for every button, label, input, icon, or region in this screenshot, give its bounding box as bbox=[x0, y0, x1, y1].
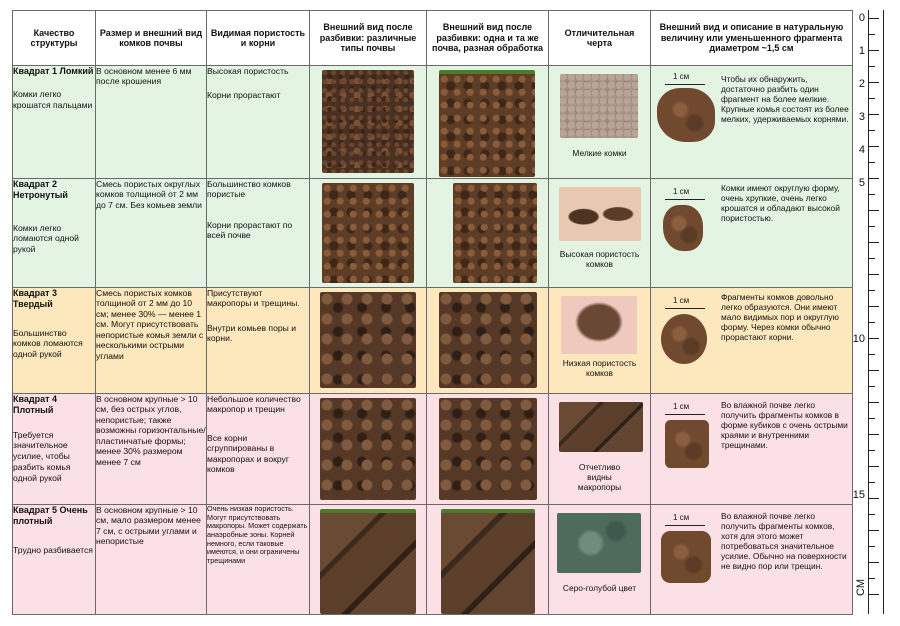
ruler-tick bbox=[869, 578, 875, 579]
ruler-label: 2 bbox=[858, 78, 865, 90]
quality-title: Квадрат 4 Плотный bbox=[13, 394, 58, 415]
ruler-tick bbox=[869, 66, 875, 67]
roots-text: Корни прорастают по всей почве bbox=[207, 219, 293, 241]
ruler-tick bbox=[869, 146, 879, 147]
porosity-text: Небольшое количество макропор и трещин bbox=[207, 394, 301, 415]
porosity-text: Большинство комков пористые bbox=[207, 179, 291, 200]
quality-title: Квадрат 5 Очень плотный bbox=[13, 505, 88, 526]
photo-soil-types-cell bbox=[310, 394, 427, 505]
feature-caption: Отчетливо видны макропоры bbox=[577, 462, 622, 493]
table-row bbox=[13, 394, 853, 505]
header-after-break-treatment: Внешний вид после разбивки: одна и та же почва, разная обработка bbox=[427, 11, 549, 66]
ruler-tick bbox=[869, 514, 875, 515]
ruler-tick bbox=[869, 546, 875, 547]
appearance-cell bbox=[651, 288, 853, 394]
ruler-tick bbox=[869, 130, 875, 131]
ruler-tick bbox=[869, 594, 879, 595]
size-cell: Смесь пористых округлых комков толщиной от 2 мм до 7 см. Без комьев земли bbox=[96, 179, 207, 288]
ruler-tick bbox=[869, 114, 879, 115]
photo-treatment-cell bbox=[427, 394, 549, 505]
scale-label: 1 см bbox=[673, 402, 690, 411]
ruler-tick bbox=[869, 370, 879, 371]
ruler-tick bbox=[869, 18, 879, 19]
soil-photo bbox=[439, 292, 537, 388]
clod-photo bbox=[663, 205, 703, 251]
ruler-tick bbox=[869, 418, 875, 419]
quality-description: Требуется значительное усилие, чтобы разбить комья одной рукой bbox=[13, 429, 71, 483]
ruler-label: 1 bbox=[858, 45, 865, 57]
porosity-cell bbox=[207, 394, 310, 505]
clod-photo bbox=[665, 420, 709, 468]
soil-structure-table bbox=[12, 10, 853, 615]
photo-treatment-cell bbox=[427, 505, 549, 615]
quality-cell bbox=[13, 505, 96, 615]
quality-description: Комки легко ломаются одной рукой bbox=[13, 222, 79, 255]
porosity-cell bbox=[207, 505, 310, 615]
ruler-label: 4 bbox=[858, 144, 865, 156]
soil-photo bbox=[320, 509, 416, 614]
feature-caption: Высокая пористость комков bbox=[559, 249, 640, 270]
soil-photo bbox=[322, 183, 414, 283]
quality-description: Трудно разбивается bbox=[13, 544, 93, 555]
porosity-cell bbox=[207, 66, 310, 179]
photo-treatment-cell bbox=[427, 179, 549, 288]
feature-caption: Мелкие комки bbox=[572, 148, 627, 158]
porosity-text: Присутствуют макропоры и трещины. bbox=[207, 288, 300, 309]
feature-cell bbox=[549, 179, 651, 288]
feature-cell bbox=[549, 288, 651, 394]
scale-label: 1 см bbox=[673, 296, 690, 305]
ruler-tick bbox=[869, 242, 879, 243]
appearance-text: Комки имеют округлую форму, очень хрупкие, очень легко крошатся и обладают высокой пористостью. bbox=[721, 183, 840, 224]
soil-photo bbox=[322, 70, 414, 173]
header-porosity-roots: Видимая пористость и корни bbox=[207, 11, 310, 66]
scale-label: 1 см bbox=[673, 72, 690, 81]
soil-photo bbox=[320, 292, 416, 388]
quality-cell bbox=[13, 179, 96, 288]
table-row bbox=[13, 288, 853, 394]
feature-cell bbox=[549, 505, 651, 615]
ruler-tick bbox=[869, 50, 879, 51]
ruler-tick bbox=[869, 34, 875, 35]
ruler-tick bbox=[869, 434, 879, 435]
feature-photo bbox=[560, 74, 638, 138]
scale-bar bbox=[665, 525, 705, 526]
header-size-appearance: Размер и внешний вид комков почвы bbox=[96, 11, 207, 66]
ruler-unit: СМ bbox=[855, 579, 867, 596]
photo-soil-types-cell bbox=[310, 288, 427, 394]
photo-soil-types-cell bbox=[310, 505, 427, 615]
appearance-cell bbox=[651, 394, 853, 505]
table-row bbox=[13, 505, 853, 615]
feature-photo bbox=[559, 187, 641, 241]
appearance-text: Чтобы их обнаружить, достаточно разбить один фрагмент на более мелкие. Крупные комья состоят из более мелких, удерживаемых корнями. bbox=[721, 74, 849, 125]
ruler-tick bbox=[869, 162, 875, 163]
appearance-cell bbox=[651, 66, 853, 179]
header-after-break-types: Внешний вид после разбивки: различные типы почвы bbox=[310, 11, 427, 66]
ruler-tick bbox=[869, 498, 879, 499]
quality-title: Квадрат 2 Нетронутый bbox=[13, 179, 68, 200]
feature-cell bbox=[549, 66, 651, 179]
size-cell: В основном крупные > 10 см, мало размером менее 7 см, с острыми углами и непористые bbox=[96, 505, 207, 615]
ruler-tick bbox=[869, 354, 875, 355]
soil-photo bbox=[439, 398, 537, 500]
photo-soil-types-cell bbox=[310, 66, 427, 179]
soil-photo bbox=[453, 183, 537, 283]
ruler-label: 0 bbox=[858, 12, 865, 24]
quality-description: Большинство комков ломаются одной рукой bbox=[13, 327, 83, 360]
feature-caption: Низкая пористость комков bbox=[562, 358, 637, 379]
scale-bar bbox=[665, 308, 705, 309]
soil-photo bbox=[441, 509, 535, 614]
appearance-cell bbox=[651, 505, 853, 615]
clod-photo bbox=[661, 314, 707, 364]
quality-title: Квадрат 1 Ломкий bbox=[13, 66, 94, 76]
porosity-text: Высокая пористость bbox=[207, 66, 289, 76]
ruler-tick bbox=[869, 226, 875, 227]
ruler-tick bbox=[869, 482, 875, 483]
clod-photo bbox=[657, 88, 715, 142]
header-distinctive-feature: Отличительная черта bbox=[549, 11, 651, 66]
ruler-tick bbox=[869, 290, 875, 291]
quality-cell bbox=[13, 394, 96, 505]
quality-cell bbox=[13, 66, 96, 179]
photo-treatment-cell bbox=[427, 288, 549, 394]
ruler-tick bbox=[869, 530, 879, 531]
quality-cell bbox=[13, 288, 96, 394]
feature-photo bbox=[561, 296, 637, 354]
roots-text: Корни прорастают bbox=[207, 90, 281, 101]
scale-bar bbox=[665, 199, 705, 200]
scale-bar bbox=[665, 84, 705, 85]
ruler-label: 3 bbox=[858, 111, 865, 123]
size-cell: В основном менее 6 мм после крошения bbox=[96, 66, 207, 179]
appearance-text: Во влажной почве легко получить фрагменты комков, хотя для этого может потребоваться значительное усилие. Обычно на поверхности не видно пор или трещин. bbox=[721, 511, 847, 572]
quality-description: Комки легко крошатся пальцами bbox=[13, 88, 93, 110]
soil-photo bbox=[320, 398, 416, 500]
ruler-tick bbox=[869, 450, 875, 451]
ruler-tick bbox=[869, 258, 875, 259]
ruler-tick bbox=[869, 194, 875, 195]
appearance-text: Фрагменты комков довольно легко образуются. Они имеют мало видимых пор и округлую форму. Через комки обычно прорастают корни. bbox=[721, 292, 839, 343]
clod-photo bbox=[661, 531, 711, 583]
ruler-tick bbox=[869, 210, 879, 211]
ruler-tick bbox=[869, 338, 879, 339]
feature-photo bbox=[557, 513, 641, 573]
size-cell: В основном крупные > 10 см, без острых углов, непористые; также возможны горизонтальные/пластинчатые формы; менее 30% размером менее 7 см bbox=[96, 394, 207, 505]
ruler-tick bbox=[869, 82, 879, 83]
roots-text: Все корни сгруппированы в макропорах и вокруг комков bbox=[207, 432, 289, 475]
ruler-label: 15 bbox=[852, 489, 865, 501]
feature-caption: Серо-голубой цвет bbox=[562, 583, 637, 593]
roots-text: Внутри комьев поры и корни. bbox=[207, 322, 297, 344]
table-row bbox=[13, 179, 853, 288]
photo-soil-types-cell bbox=[310, 179, 427, 288]
ruler-tick bbox=[869, 274, 879, 275]
ruler-tick bbox=[869, 402, 879, 403]
ruler-tick bbox=[869, 306, 879, 307]
scale-label: 1 см bbox=[673, 513, 690, 522]
header-appearance-description: Внешний вид и описание в натуральную величину или уменьшенного фрагмента диаметром ~1,5 см bbox=[651, 11, 853, 66]
photo-treatment-cell bbox=[427, 66, 549, 179]
ruler-tick bbox=[869, 322, 875, 323]
size-cell: Смесь пористых комков толщиной от 2 мм до 10 см; менее 30% — менее 1 см. Могут присутствовать непористые комья земли с несколькими острыми углами bbox=[96, 288, 207, 394]
ruler-label: 10 bbox=[852, 333, 865, 345]
porosity-text: Очень низкая пористость. Могут присутствовать макропоры. Может содержать анаэробные зоны. Корней немного, если таковые имеются, и они ограничены трещинами bbox=[207, 504, 308, 565]
soil-photo bbox=[439, 70, 535, 177]
ruler-tick bbox=[869, 466, 879, 467]
feature-cell bbox=[549, 394, 651, 505]
appearance-cell bbox=[651, 179, 853, 288]
quality-title: Квадрат 3 Твердый bbox=[13, 288, 58, 309]
ruler-label: 5 bbox=[858, 177, 865, 189]
ruler-tick bbox=[869, 98, 875, 99]
scale-bar bbox=[665, 414, 705, 415]
appearance-text: Во влажной почве легко получить фрагменты комков в форме кубиков с очень острыми краями и внутренними трещинами. bbox=[721, 400, 848, 451]
feature-photo bbox=[559, 402, 643, 452]
header-structure-quality: Качество структуры bbox=[13, 11, 96, 66]
header-row bbox=[13, 11, 853, 66]
scale-label: 1 см bbox=[673, 187, 690, 196]
porosity-cell bbox=[207, 288, 310, 394]
ruler-tick bbox=[869, 178, 879, 179]
table-row bbox=[13, 66, 853, 179]
porosity-cell bbox=[207, 179, 310, 288]
ruler-tick bbox=[869, 386, 875, 387]
ruler-tick bbox=[869, 562, 879, 563]
